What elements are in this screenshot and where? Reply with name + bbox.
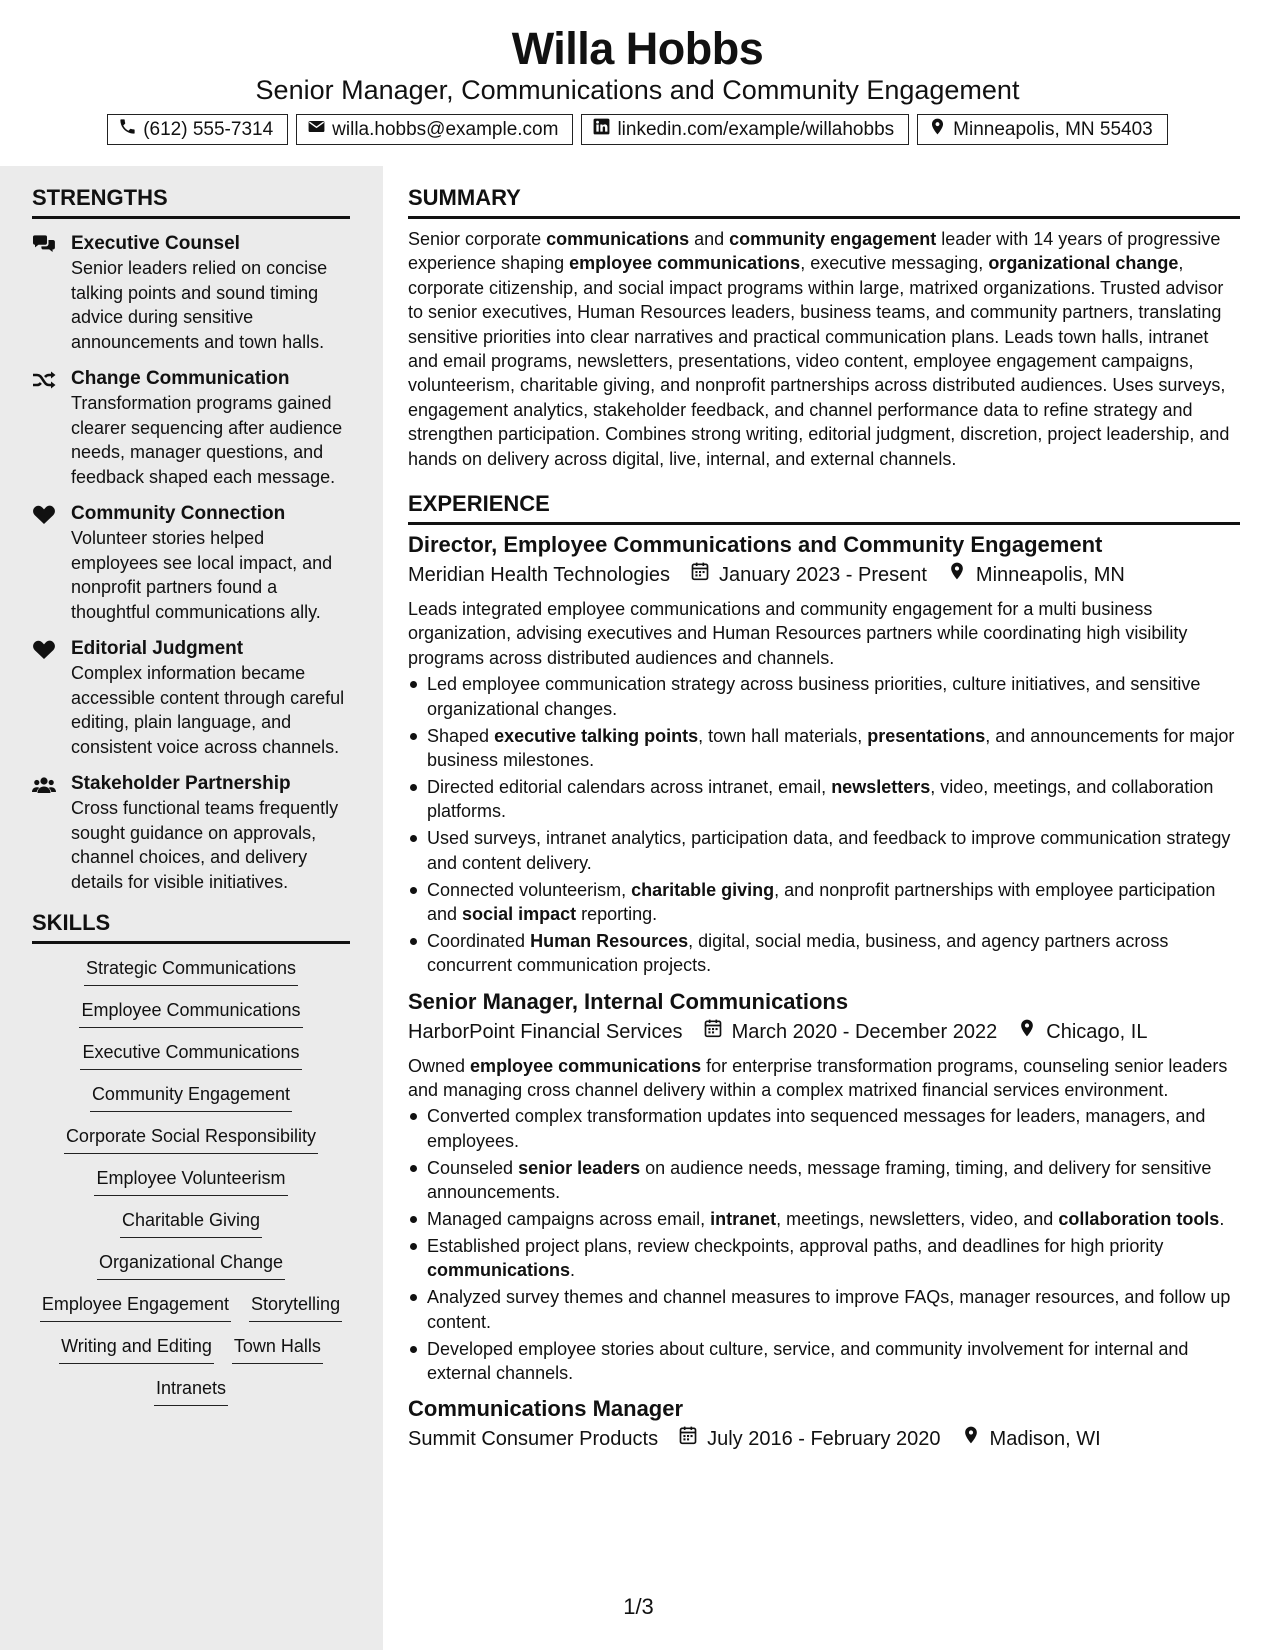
job-bullet: Directed editorial calendars across intranet, email, newsletters, video, meetings, and collaboration platforms. — [408, 775, 1240, 824]
main-column — [408, 183, 1240, 1453]
contact-phone-text: (612) 555-7314 — [143, 118, 274, 140]
strength-title: Change Communication — [71, 368, 290, 389]
job-meta — [408, 1018, 1240, 1046]
summary-text: Senior corporate communications and community engagement leader with 14 years of progressive experience shaping employee communications, executive messaging, organizational change, corporate citizenship, and social impact programs within large, matrixed organizations. Trusted advisor to senior executives, Human Resources leaders, business teams, and community partners, translating sensitive priorities into clear narratives and practical communication plans. Leads town halls, intranet and email programs, newsletters, presentations, video content, employee engagement campaigns, volunteerism, charitable giving, and nonprofit partnerships across distributed audiences. Uses surveys, engagement analytics, stakeholder feedback, and channel performance data to refine strategy and strengthen participation. Combines strong writing, editorial judgment, discretion, project leadership, and hands on delivery across digital, live, internal, and external channels. — [408, 229, 1230, 469]
job-title: Communications Manager — [408, 1396, 684, 1422]
map-pin-icon — [928, 117, 947, 142]
job-bullet: Developed employee stories about culture, service, and community involvement for internal and external channels. — [408, 1337, 1240, 1386]
job-description: Leads integrated employee communications and community engagement for a multi business organization, advising executives and Human Resources partners while coordinating high visibility programs across distributed audiences and channels. — [408, 599, 1188, 668]
strength-item — [32, 502, 350, 624]
contact-email-text: willa.hobbs@example.com — [332, 118, 559, 140]
calendar-icon — [703, 1018, 723, 1046]
job-entry — [408, 531, 1240, 978]
map-pin-icon — [961, 1425, 981, 1453]
linkedin-icon — [592, 117, 611, 142]
strength-title: Community Connection — [71, 503, 286, 524]
strength-description: Volunteer stories helped employees see local impact, and nonprofit partners found a thoughtful communications ally. — [71, 528, 333, 622]
strength-item — [32, 367, 350, 489]
job-dates: July 2016 - February 2020 — [707, 1428, 941, 1451]
resume-header — [0, 22, 1275, 145]
strength-description: Cross functional teams frequently sought guidance on approvals, channel choices, and delivery details for visible initiatives. — [71, 798, 339, 892]
job-entry — [408, 988, 1240, 1386]
skills-section — [32, 908, 350, 1406]
sidebar — [0, 166, 383, 1650]
job-bullets — [408, 1104, 1240, 1385]
skills-heading: SKILLS — [32, 908, 350, 944]
skill-tag: Strategic Communications — [84, 956, 298, 986]
candidate-name: Willa Hobbs — [511, 23, 764, 74]
skill-tag: Executive Communications — [80, 1040, 301, 1070]
job-bullets — [408, 672, 1240, 977]
skill-tag: Employee Communications — [79, 998, 302, 1028]
calendar-icon — [690, 561, 710, 589]
job-location: Minneapolis, MN — [975, 564, 1125, 587]
skill-tag: Employee Volunteerism — [94, 1166, 287, 1196]
skill-tag: Town Halls — [232, 1334, 323, 1364]
contact-location[interactable] — [917, 114, 1168, 145]
company-name: Meridian Health Technologies — [408, 564, 671, 587]
job-bullet: Analyzed survey themes and channel measures to improve FAQs, manager resources, and follow up content. — [408, 1285, 1240, 1334]
page-number: 1/3 — [623, 1594, 654, 1619]
map-pin-icon — [1017, 1018, 1037, 1046]
skill-tag: Charitable Giving — [120, 1208, 262, 1238]
job-meta — [408, 561, 1240, 589]
heart-icon — [32, 505, 56, 525]
map-pin-icon — [947, 561, 967, 589]
calendar-icon — [678, 1425, 698, 1453]
contact-email[interactable] — [296, 114, 573, 145]
contact-phone[interactable] — [107, 114, 288, 145]
strength-description: Senior leaders relied on concise talking points and sound timing advice during sensitive announcements and town halls. — [71, 258, 328, 352]
skill-tag: Employee Engagement — [40, 1292, 231, 1322]
skill-tag: Storytelling — [249, 1292, 342, 1322]
skill-tag: Organizational Change — [97, 1250, 285, 1280]
strength-item — [32, 232, 350, 354]
skill-tag: Corporate Social Responsibility — [64, 1124, 318, 1154]
skill-tag: Community Engagement — [90, 1082, 292, 1112]
job-meta — [408, 1425, 1240, 1453]
phone-icon — [118, 117, 137, 142]
job-bullet: Led employee communication strategy across business priorities, culture initiatives, and sensitive organizational changes. — [408, 672, 1240, 721]
job-location: Chicago, IL — [1046, 1020, 1148, 1043]
experience-section — [408, 489, 1240, 1453]
job-title: Director, Employee Communications and Community Engagement — [408, 532, 1103, 558]
strength-item — [32, 637, 350, 759]
contact-bar — [0, 114, 1275, 145]
users-icon — [32, 775, 56, 795]
experience-heading: EXPERIENCE — [408, 489, 1240, 525]
strength-title: Editorial Judgment — [71, 638, 244, 659]
strength-item — [32, 772, 350, 894]
strength-title: Stakeholder Partnership — [71, 773, 291, 794]
job-bullet: Shaped executive talking points, town hall materials, presentations, and announcements for major business milestones. — [408, 724, 1240, 773]
contact-linkedin[interactable] — [581, 114, 909, 145]
shuffle-icon — [32, 370, 56, 390]
strength-description: Transformation programs gained clearer sequencing after audience needs, manager questions, and feedback shaped each message. — [71, 393, 343, 487]
job-description: Owned employee communications for enterprise transformation programs, counseling senior leaders and managing cross channel delivery within a complex matrixed financial services environment. — [408, 1055, 1228, 1101]
job-title: Senior Manager, Internal Communications — [408, 988, 849, 1014]
strengths-heading: STRENGTHS — [32, 183, 350, 219]
job-bullet: Coordinated Human Resources, digital, social media, business, and agency partners across concurrent communication projects. — [408, 929, 1240, 978]
job-bullet: Counseled senior leaders on audience needs, message framing, timing, and delivery for sensitive announcements. — [408, 1156, 1240, 1205]
job-bullet: Connected volunteerism, charitable giving, and nonprofit partnerships with employee participation and social impact reporting. — [408, 878, 1240, 927]
skill-tag: Intranets — [154, 1376, 228, 1406]
job-bullet: Converted complex transformation updates into sequenced messages for leaders, managers, and employees. — [408, 1104, 1240, 1153]
job-location: Madison, WI — [989, 1428, 1101, 1451]
contact-linkedin-text: linkedin.com/example/willahobbs — [617, 118, 895, 140]
strength-title: Executive Counsel — [71, 233, 240, 254]
contact-location-text: Minneapolis, MN 55403 — [953, 118, 1153, 140]
candidate-title: Senior Manager, Communications and Community Engagement — [255, 75, 1020, 105]
job-entry — [408, 1395, 1240, 1453]
job-dates: January 2023 - Present — [719, 564, 927, 587]
summary-heading: SUMMARY — [408, 183, 1240, 219]
chat-bubbles-icon — [32, 235, 56, 255]
job-dates: March 2020 - December 2022 — [731, 1020, 998, 1043]
job-bullet: Used surveys, intranet analytics, participation data, and feedback to improve communication strategy and content delivery. — [408, 826, 1240, 875]
skill-tag: Writing and Editing — [59, 1334, 214, 1364]
envelope-icon — [307, 117, 326, 142]
job-bullet: Established project plans, review checkpoints, approval paths, and deadlines for high priority communications. — [408, 1234, 1240, 1283]
job-bullet: Managed campaigns across email, intranet, meetings, newsletters, video, and collaboration tools. — [408, 1207, 1240, 1231]
company-name: Summit Consumer Products — [408, 1428, 659, 1451]
strength-description: Complex information became accessible content through careful editing, plain language, and consistent voice across channels. — [71, 663, 345, 757]
heart-icon — [32, 640, 56, 660]
company-name: HarborPoint Financial Services — [408, 1020, 683, 1043]
